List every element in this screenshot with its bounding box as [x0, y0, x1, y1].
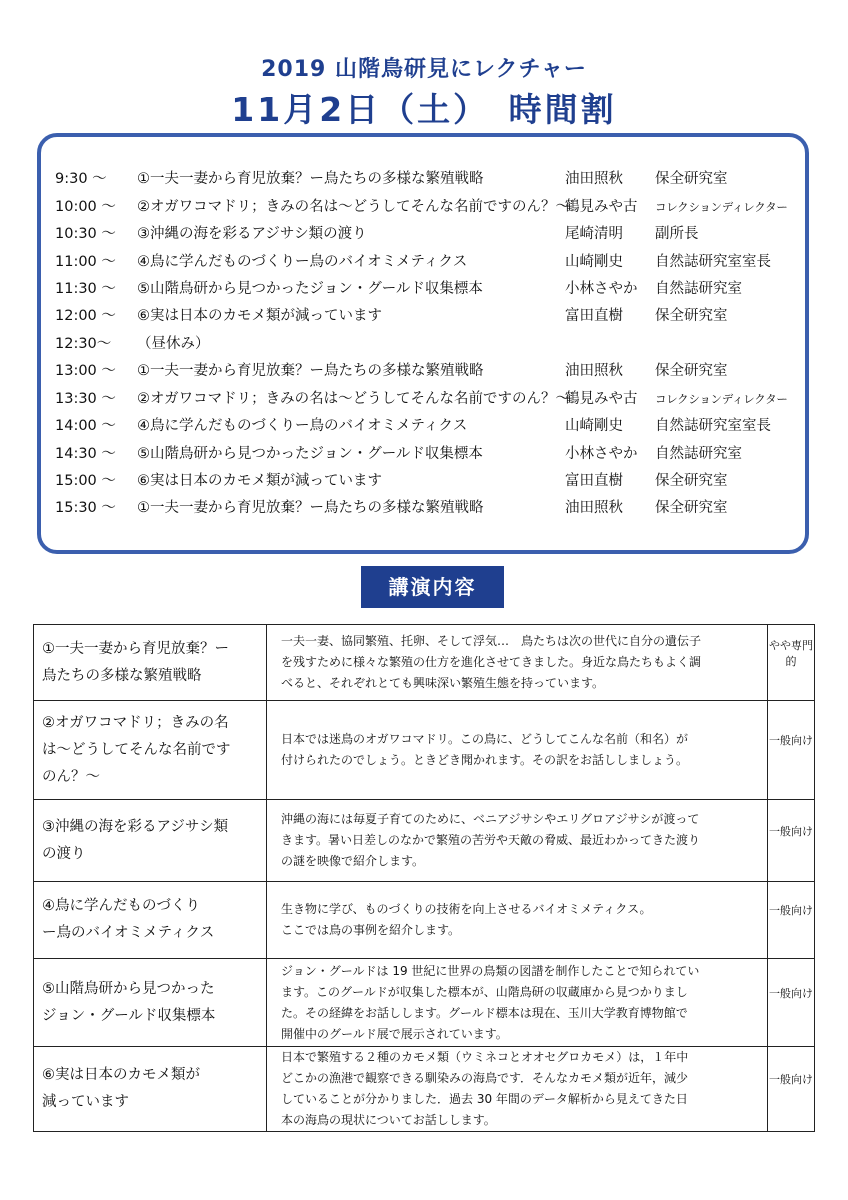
lecture-title-line: ④鳥に学んだものづくり: [42, 898, 200, 914]
schedule-role: コレクションディレクター: [655, 392, 788, 406]
schedule-role: 自然誌研究室: [655, 446, 742, 462]
schedule-time: 10:30 ～: [55, 226, 116, 242]
schedule-role: 副所長: [655, 226, 699, 242]
schedule-talk: ⑤山階鳥研から見つかったジョン・グールド収集標本: [137, 281, 483, 297]
schedule-time: 12:00 ～: [55, 308, 116, 324]
lecture-description-line: ここでは鳥の事例を紹介します。: [281, 923, 461, 937]
schedule-speaker: 鶴見みや古: [565, 199, 638, 215]
schedule-role: 保全研究室: [655, 171, 728, 187]
lecture-title-line: ー鳥のバイオミメティクス: [42, 925, 215, 941]
lecture-description-line: を残すために様々な繁殖の仕方を進化させてきました。身近な鳥たちもよく調: [281, 655, 702, 669]
schedule-speaker: 油田照秋: [565, 171, 623, 187]
lecture-description-line: どこかの漁港で観察できる馴染みの海鳥です．そんなカモメ類が近年，減少: [281, 1071, 689, 1085]
lecture-level-label: 一般向け: [769, 734, 813, 747]
lecture-description-line: 本の海鳥の現状についてお話しします。: [281, 1113, 496, 1127]
lecture-title-line: は～どうしてそんな名前です: [42, 741, 231, 758]
lecture-description-line: の謎を映像で紹介します。: [281, 854, 425, 868]
schedule-time: 14:00 ～: [55, 418, 116, 434]
lecture-row: [34, 882, 815, 959]
schedule-talk: （昼休み）: [137, 336, 210, 352]
schedule-speaker: 尾崎清明: [565, 226, 623, 242]
lecture-description: [267, 701, 768, 800]
schedule-speaker: 山崎剛史: [565, 254, 623, 270]
schedule-time: 12:30～: [55, 336, 112, 352]
schedule-speaker: 小林さやか: [565, 281, 638, 297]
lecture-level: [768, 701, 815, 800]
schedule-time: 15:30 ～: [55, 500, 116, 516]
lecture-table: [33, 624, 815, 1132]
lecture-description-line: 生き物に学び、ものづくりの技術を向上させるバイオミメティクス。: [281, 902, 652, 916]
schedule-talk: ②オガワコマドリ；きみの名は～どうしてそんな名前ですのん？～: [137, 199, 571, 215]
lecture-title-line: ジョン・グールド収集標本: [42, 1007, 216, 1024]
lecture-title-line: の渡り: [42, 845, 86, 862]
lecture-level-label: 一般向け: [769, 986, 813, 1000]
schedule-speaker: 油田照秋: [565, 500, 623, 516]
lecture-description: [267, 800, 768, 882]
lecture-title-line: ①一夫一妻から育児放棄？ー: [42, 640, 229, 657]
lecture-title-line: ⑤山階鳥研から見つかった: [42, 980, 215, 997]
schedule-talk: ②オガワコマドリ；きみの名は～どうしてそんな名前ですのん？～: [137, 391, 571, 407]
schedule-talk: ①一夫一妻から育児放棄？ー鳥たちの多様な繁殖戦略: [137, 171, 484, 187]
lecture-description-line: べると、それぞれとても興味深い繁殖生態を持っています。: [281, 676, 605, 690]
schedule-speaker: 山崎剛史: [565, 418, 623, 434]
lecture-description-line: していることが分かりました．過去 30 年間のデータ解析から見えてきた日: [281, 1092, 688, 1106]
lecture-description-line: 日本では迷鳥のオガワコマドリ。この鳥に、どうしてこんな名前（和名）が: [281, 732, 689, 746]
lecture-title-line: 鳥たちの多様な繁殖戦略: [42, 667, 202, 684]
lecture-description: [267, 625, 768, 701]
schedule-speaker: 鶴見みや古: [565, 391, 638, 407]
lecture-title: [34, 800, 267, 882]
schedule-talk: ⑥実は日本のカモメ類が減っています: [137, 473, 382, 489]
schedule-time: 10:00 ～: [55, 199, 116, 215]
lecture-row: [34, 959, 815, 1047]
lecture-description-line: た。その経緯をお話しします。グールド標本は現在、玉川大学教育博物館で: [281, 1005, 688, 1020]
lecture-title-line: のん？～: [42, 768, 100, 785]
lecture-level-label: 一般向け: [769, 824, 813, 838]
lecture-description-line: 一夫一妻、協同繁殖、托卵、そして浮気… 鳥たちは次の世代に自分の遺伝子: [281, 634, 702, 648]
lecture-description-line: 沖縄の海には毎夏子育てのために、ベニアジサシやエリグロアジサシが渡って: [281, 812, 700, 826]
lecture-level: [768, 882, 815, 959]
schedule-role: 自然誌研究室: [655, 281, 742, 297]
schedule-talk: ①一夫一妻から育児放棄？ー鳥たちの多様な繁殖戦略: [137, 500, 484, 516]
event-date-title: 11月2日（土） 時間割: [231, 90, 617, 129]
schedule-role: コレクションディレクター: [655, 200, 788, 214]
lecture-description-line: 日本で繁殖する２種のカモメ類（ウミネコとオオセグロカモメ）は，１年中: [281, 1050, 689, 1064]
schedule-role: 自然誌研究室室長: [655, 254, 771, 270]
lecture-description-line: きます。暑い日差しのなかで繁殖の苦労や天敵の脅威、最近わかってきた渡り: [281, 833, 701, 847]
lecture-row: [34, 800, 815, 882]
lecture-level: [768, 959, 815, 1047]
schedule-role: 自然誌研究室室長: [655, 418, 771, 434]
schedule-role: 保全研究室: [655, 500, 728, 516]
schedule-talk: ①一夫一妻から育児放棄？ー鳥たちの多様な繁殖戦略: [137, 363, 484, 379]
lecture-level: [768, 1047, 815, 1132]
schedule-time: 14:30 ～: [55, 446, 116, 462]
lecture-description-line: ジョン・グールドは 19 世紀に世界の鳥類の図譜を制作したことで知られてい: [281, 963, 700, 978]
lecture-title-line: ⑥実は日本のカモメ類が: [42, 1067, 200, 1083]
schedule-time: 15:00 ～: [55, 473, 116, 489]
lecture-description: [267, 959, 768, 1047]
schedule-speaker: 富田直樹: [565, 473, 623, 489]
schedule-time: 13:00 ～: [55, 363, 116, 379]
schedule-role: 保全研究室: [655, 363, 728, 379]
lecture-title-line: ③沖縄の海を彩るアジサシ類: [42, 818, 229, 835]
lecture-title: [34, 882, 267, 959]
lecture-row: [34, 1047, 815, 1132]
lecture-level-label: やや専門的: [769, 638, 813, 668]
lecture-row: [34, 701, 815, 800]
lecture-title-line: ②オガワコマドリ；きみの名: [42, 714, 229, 731]
schedule-time: 13:30 ～: [55, 391, 116, 407]
event-title: 2019 山階鳥研見にレクチャー: [261, 57, 587, 82]
lecture-level: [768, 625, 815, 701]
lecture-level-label: 一般向け: [769, 904, 813, 917]
schedule-time: 11:00 ～: [55, 254, 116, 270]
lecture-title: [34, 625, 267, 701]
lecture-description-line: 開催中のグールド展で展示されています。: [281, 1026, 508, 1041]
schedule-time: 9:30 ～: [55, 171, 107, 187]
schedule-talk: ④鳥に学んだものづくりー鳥のバイオミメティクス: [137, 254, 468, 270]
schedule-talk: ⑤山階鳥研から見つかったジョン・グールド収集標本: [137, 446, 483, 462]
section-title: 講演内容: [361, 566, 504, 608]
lecture-title-line: 減っています: [42, 1094, 129, 1110]
schedule-talk: ⑥実は日本のカモメ類が減っています: [137, 308, 382, 324]
schedule-role: 保全研究室: [655, 473, 728, 489]
lecture-description: [267, 882, 768, 959]
lecture-description-line: 付けられたのでしょう。ときどき聞かれます。その訳をお話ししましょう。: [281, 753, 689, 767]
lecture-level-label: 一般向け: [769, 1073, 813, 1086]
lecture-description-line: ます。このグールドが収集した標本が、山階鳥研の収蔵庫から見つかりまし: [281, 984, 688, 999]
lecture-level: [768, 800, 815, 882]
schedule-speaker: 富田直樹: [565, 308, 623, 324]
lecture-description: [267, 1047, 768, 1132]
schedule-talk: ④鳥に学んだものづくりー鳥のバイオミメティクス: [137, 418, 468, 434]
lecture-title: [34, 1047, 267, 1132]
schedule-box: [37, 133, 809, 554]
lecture-row: [34, 625, 815, 701]
schedule-speaker: 油田照秋: [565, 363, 623, 379]
schedule-talk: ③沖縄の海を彩るアジサシ類の渡り: [137, 226, 367, 242]
lecture-title: [34, 701, 267, 800]
schedule-time: 11:30 ～: [55, 281, 116, 297]
lecture-title: [34, 959, 267, 1047]
schedule-speaker: 小林さやか: [565, 446, 638, 462]
schedule-role: 保全研究室: [655, 308, 728, 324]
